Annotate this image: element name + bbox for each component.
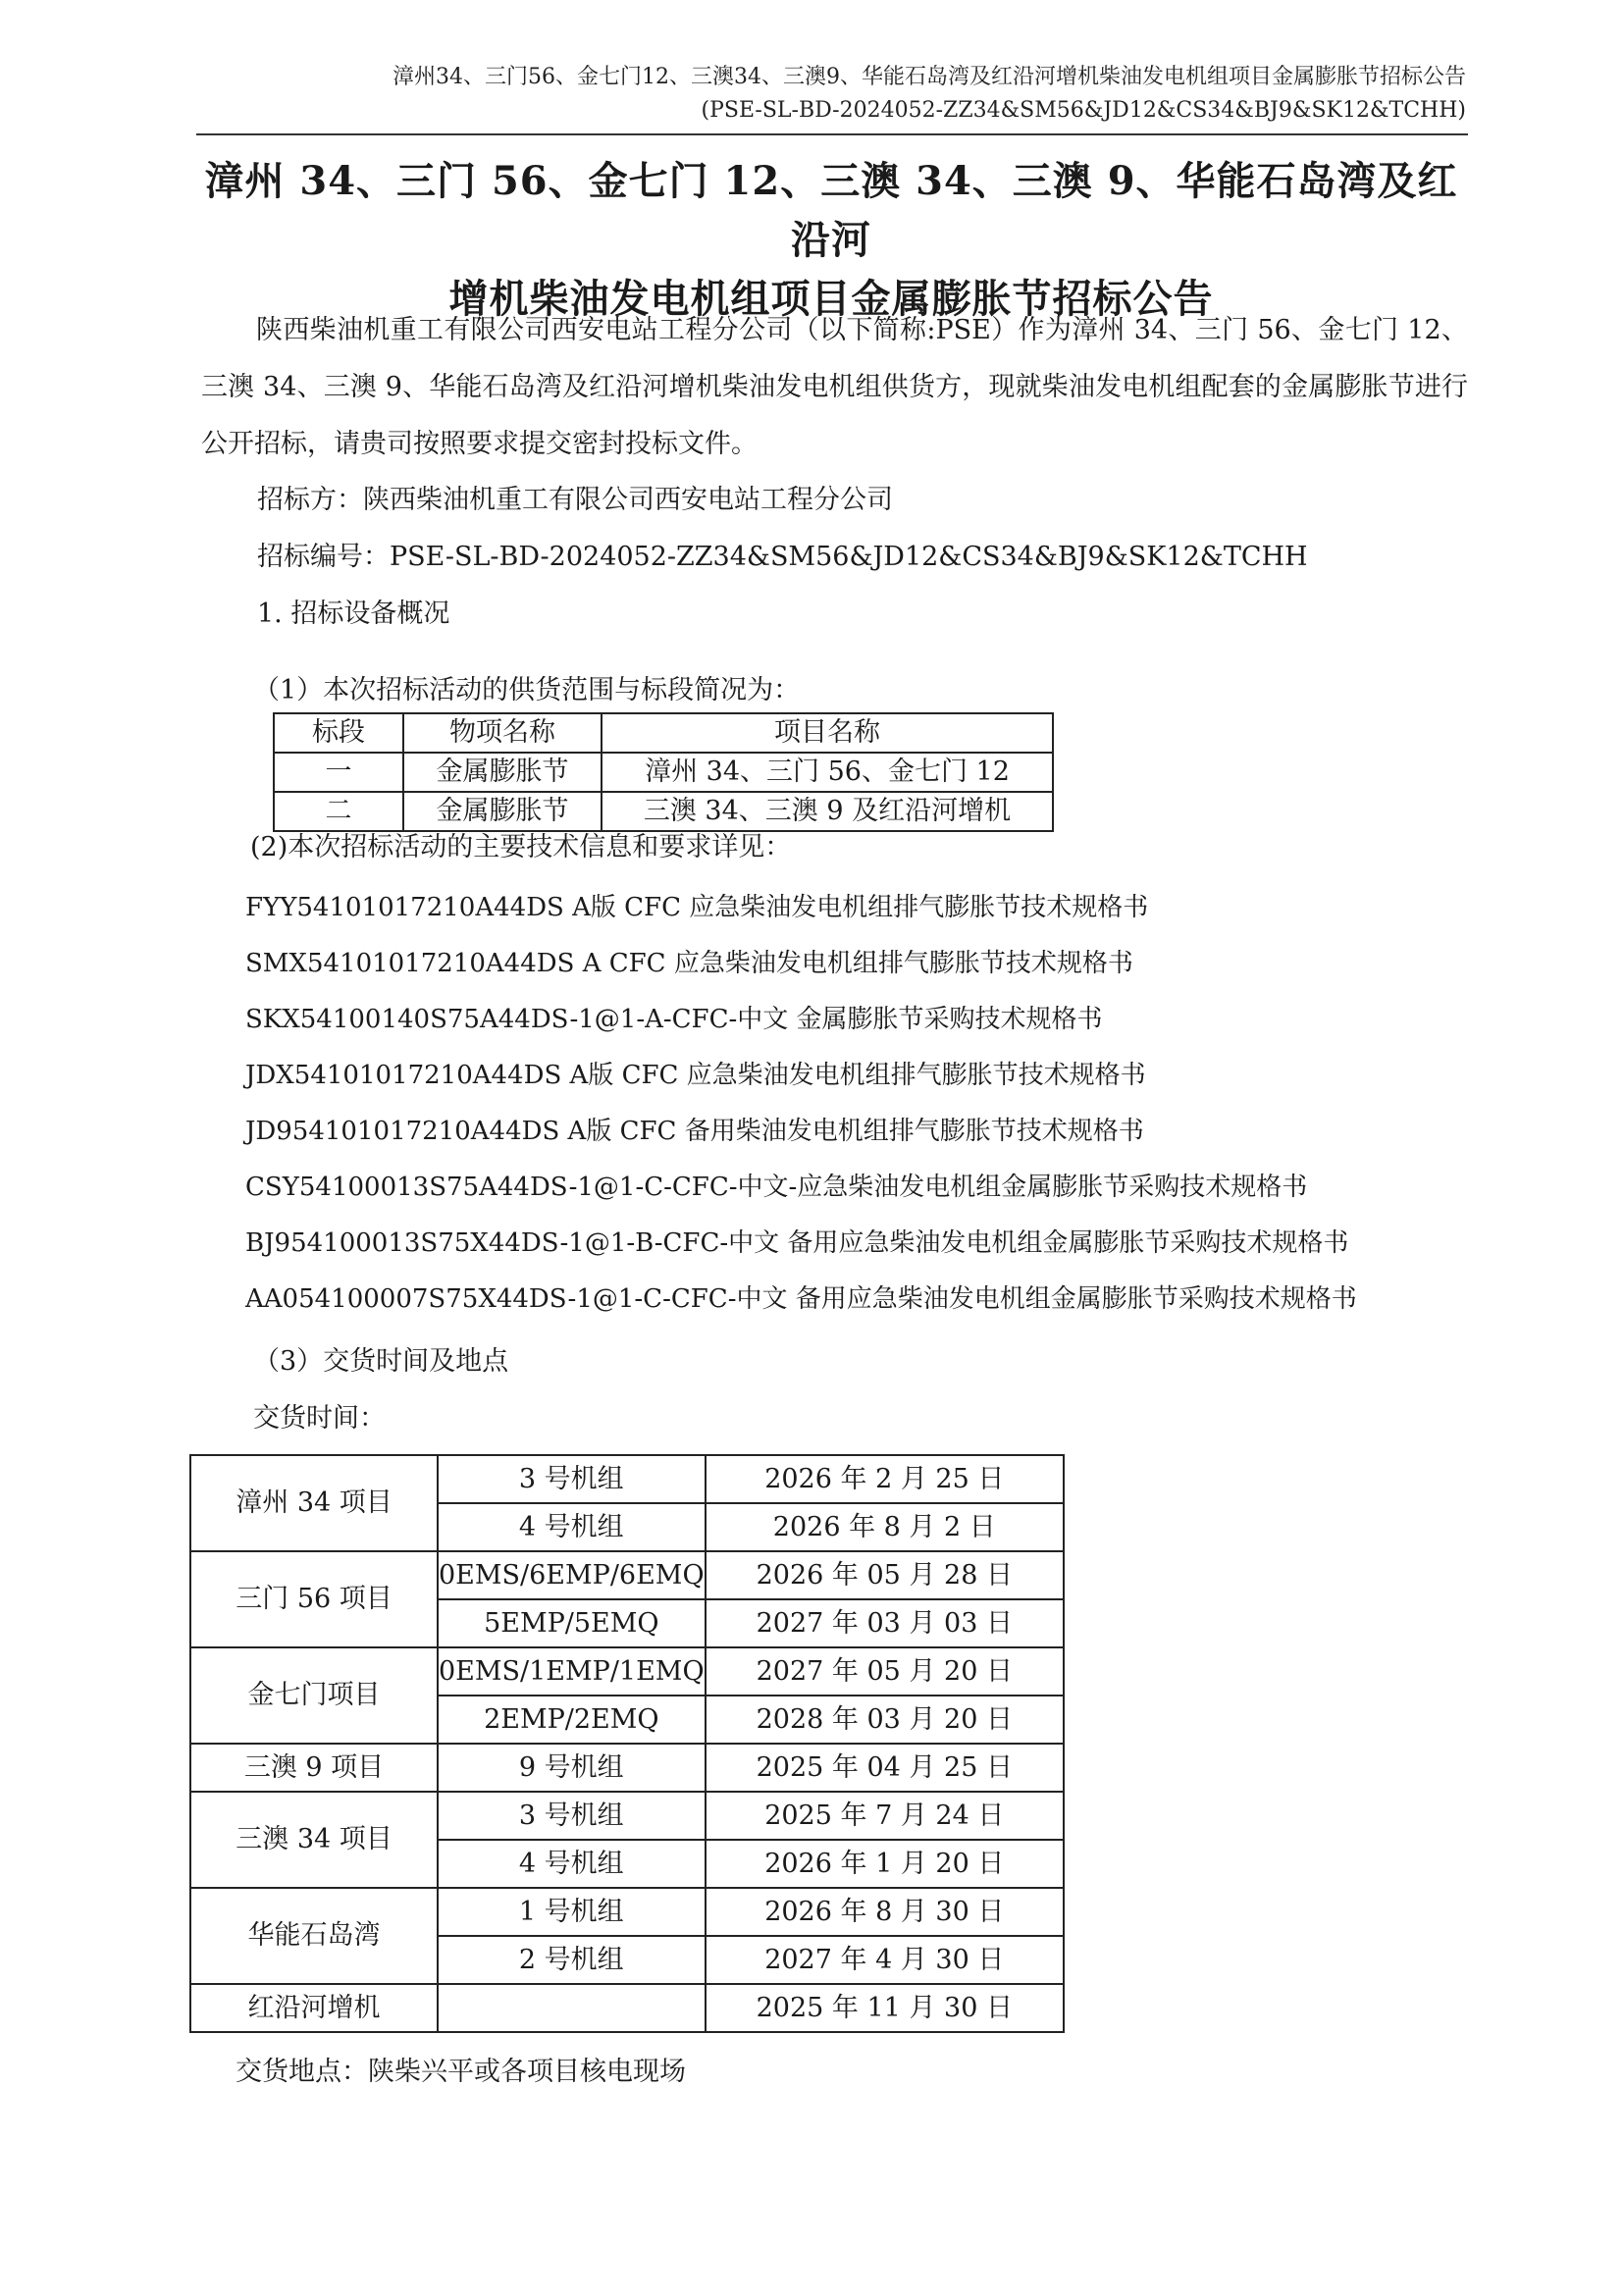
delivery-place-line: 交货地点：陕柴兴平或各项目核电现场: [236, 2057, 686, 2087]
date-cell: 2027 年 4 月 30 日: [706, 1936, 1064, 1984]
spec-item: BJ954100013S75X44DS-1@1-B-CFC-中文 备用应急柴油发电机组金属膨胀节采购技术规格书: [245, 1228, 1349, 1258]
unit-cell: 0EMS/1EMP/1EMQ: [438, 1647, 706, 1696]
intro-paragraph: 陕西柴油机重工有限公司西安电站工程分公司（以下简称:PSE）作为漳州 34、三门 56、金七门 12、三澳 34、三澳 9、华能石岛湾及红沿河增机柴油发电机组供货方，现就柴油发电机组配套的金属膨胀节进行公开招标，请贵司按照要求提交密封投标文件。: [201, 315, 1468, 459]
table-row: [190, 1455, 1064, 1503]
table-row: [190, 1984, 1064, 2032]
subsection-3-heading: （3）交货时间及地点: [253, 1346, 509, 1377]
lot-cell: 二: [274, 792, 403, 831]
subsection-2-heading: (2)本次招标活动的主要技术信息和要求详见：: [250, 832, 792, 862]
running-header: [190, 61, 1466, 128]
running-header-code: (PSE-SL-BD-2024052-ZZ34&SM56&JD12&CS34&BJ9&SK12&TCHH): [701, 98, 1466, 123]
tender-number-line: 招标编号：PSE-SL-BD-2024052-ZZ34&SM56&JD12&CS34&BJ9&SK12&TCHH: [257, 542, 1308, 572]
delivery-schedule-table: [189, 1454, 1065, 2033]
running-header-title: 漳州34、三门56、金七门12、三澳34、三澳9、华能石岛湾及红沿河增机柴油发电机组项目金属膨胀节招标公告: [393, 65, 1466, 89]
date-cell: 2027 年 05 月 20 日: [706, 1647, 1064, 1696]
header-project-name: 项目名称: [602, 713, 1053, 753]
spec-item: JD954101017210A44DS A版 CFC 备用柴油发电机组排气膨胀节技术规格书: [245, 1117, 1144, 1146]
spec-item: FYY54101017210A44DS A版 CFC 应急柴油发电机组排气膨胀节技术规格书: [245, 893, 1149, 922]
header-lot: 标段: [274, 713, 403, 753]
unit-cell: 2EMP/2EMQ: [438, 1696, 706, 1744]
header-item-name: 物项名称: [403, 713, 602, 753]
project-cell: 三门 56 项目: [190, 1551, 438, 1647]
unit-cell: 4 号机组: [438, 1503, 706, 1551]
table-row: [190, 1888, 1064, 1936]
date-cell: 2025 年 7 月 24 日: [706, 1792, 1064, 1840]
date-cell: 2026 年 1 月 20 日: [706, 1840, 1064, 1888]
unit-cell: 3 号机组: [438, 1792, 706, 1840]
section-1-heading: 1. 招标设备概况: [257, 599, 450, 629]
table-row: [274, 792, 1053, 831]
table-row: [274, 753, 1053, 792]
unit-cell: 3 号机组: [438, 1455, 706, 1503]
unit-cell: 0EMS/6EMP/6EMQ: [438, 1551, 706, 1599]
unit-cell: 9 号机组: [438, 1744, 706, 1792]
project-cell: 漳州 34、三门 56、金七门 12: [602, 753, 1053, 792]
title-line-2: 增机柴油发电机组项目金属膨胀节招标公告: [448, 276, 1214, 322]
unit-cell: 4 号机组: [438, 1840, 706, 1888]
unit-cell: 1 号机组: [438, 1888, 706, 1936]
unit-cell: 5EMP/5EMQ: [438, 1599, 706, 1647]
table-row: [190, 1647, 1064, 1696]
item-cell: 金属膨胀节: [403, 753, 602, 792]
date-cell: 2026 年 8 月 30 日: [706, 1888, 1064, 1936]
table-row: [190, 1744, 1064, 1792]
project-cell: 华能石岛湾: [190, 1888, 438, 1984]
project-cell: 三澳 34 项目: [190, 1792, 438, 1888]
date-cell: 2025 年 11 月 30 日: [706, 1984, 1064, 2032]
unit-cell: 2 号机组: [438, 1936, 706, 1984]
project-cell: 红沿河增机: [190, 1984, 438, 2032]
item-cell: 金属膨胀节: [403, 792, 602, 831]
header-divider: [196, 133, 1468, 135]
spec-item: SMX54101017210A44DS A CFC 应急柴油发电机组排气膨胀节技术规格书: [245, 949, 1133, 978]
spec-item: AA054100007S75X44DS-1@1-C-CFC-中文 备用应急柴油发电机组金属膨胀节采购技术规格书: [245, 1284, 1357, 1314]
date-cell: 2026 年 8 月 2 日: [706, 1503, 1064, 1551]
spec-item: JDX54101017210A44DS A版 CFC 应急柴油发电机组排气膨胀节技术规格书: [245, 1061, 1146, 1090]
subsection-1-heading: （1）本次招标活动的供货范围与标段简况为：: [253, 675, 801, 705]
project-cell: 三澳 34、三澳 9 及红沿河增机: [602, 792, 1053, 831]
unit-cell: [438, 1984, 706, 2032]
lots-table: [273, 712, 1054, 832]
date-cell: 2026 年 05 月 28 日: [706, 1551, 1064, 1599]
table-header-row: [274, 713, 1053, 753]
spec-item: SKX54100140S75A44DS-1@1-A-CFC-中文 金属膨胀节采购技术规格书: [245, 1005, 1103, 1034]
date-cell: 2027 年 03 月 03 日: [706, 1599, 1064, 1647]
date-cell: 2026 年 2 月 25 日: [706, 1455, 1064, 1503]
date-cell: 2025 年 04 月 25 日: [706, 1744, 1064, 1792]
spec-item: CSY54100013S75A44DS-1@1-C-CFC-中文-应急柴油发电机组金属膨胀节采购技术规格书: [245, 1173, 1308, 1202]
title-line-1: 漳州 34、三门 56、金七门 12、三澳 34、三澳 9、华能石岛湾及红沿河: [204, 158, 1458, 263]
delivery-time-label: 交货时间：: [253, 1403, 386, 1434]
table-row: [190, 1551, 1064, 1599]
date-cell: 2028 年 03 月 20 日: [706, 1696, 1064, 1744]
project-cell: 漳州 34 项目: [190, 1455, 438, 1551]
table-row: [190, 1792, 1064, 1840]
project-cell: 金七门项目: [190, 1647, 438, 1744]
lot-cell: 一: [274, 753, 403, 792]
project-cell: 三澳 9 项目: [190, 1744, 438, 1792]
tenderer-line: 招标方：陕西柴油机重工有限公司西安电站工程分公司: [257, 485, 893, 515]
